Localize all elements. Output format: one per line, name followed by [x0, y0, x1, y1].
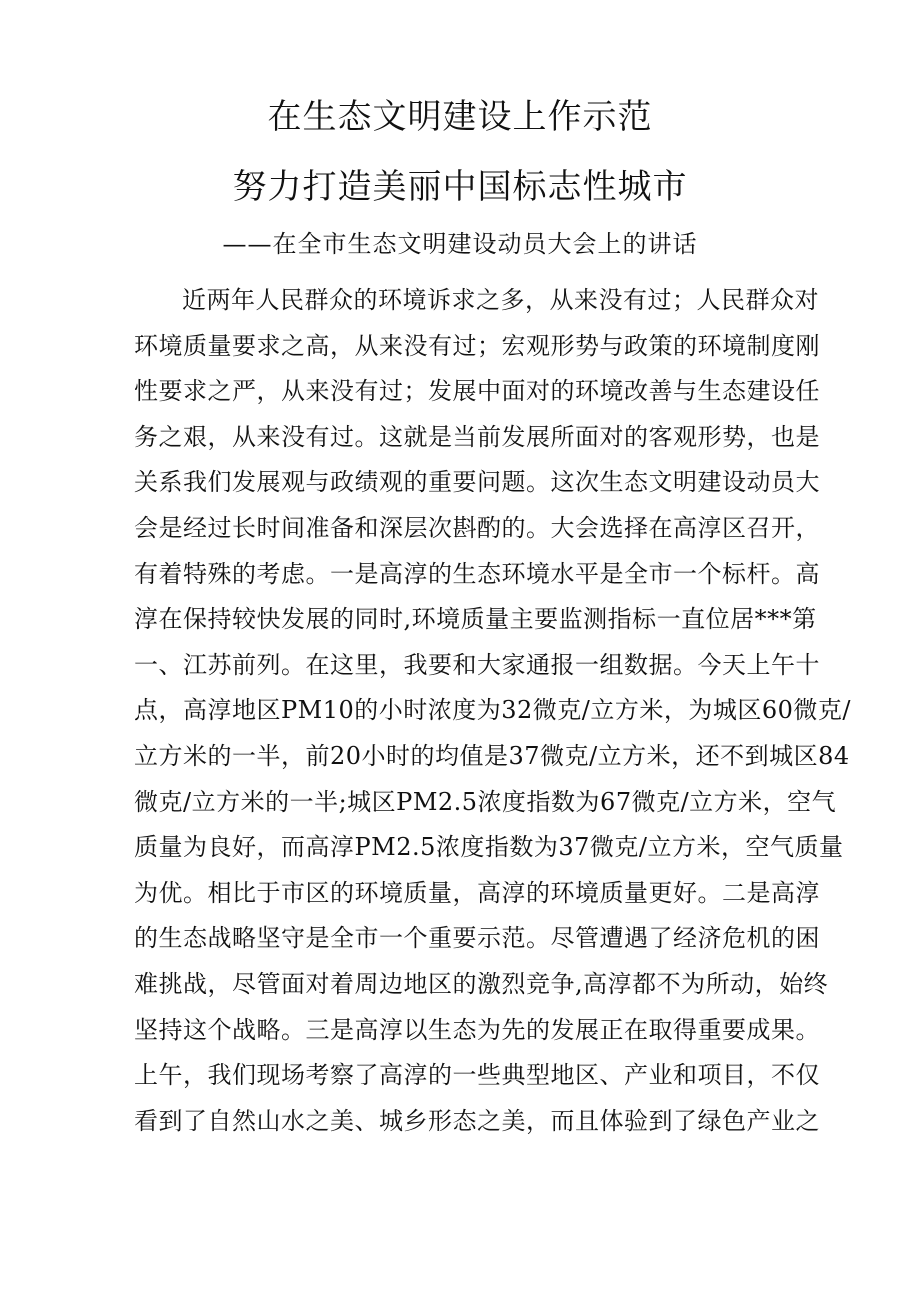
document-subtitle: ——在全市生态文明建设动员大会上的讲话 [222, 230, 698, 258]
paragraph-line: 环境质量要求之高，从来没有过；宏观形势与政策的环境制度刚 [134, 331, 820, 360]
paragraph-line: 难挑战，尽管面对着周边地区的激烈竞争,高淳都不为所动，始终 [134, 969, 829, 998]
paragraph-line: 立方米的一半，前20小时的均值是37微克/立方米，还不到城区84 [134, 741, 850, 770]
paragraph-line: 淳在保持较快发展的同时,环境质量主要监测指标一直位居***第 [134, 605, 817, 634]
paragraph-line: 务之艰，从来没有过。这就是当前发展所面对的客观形势，也是 [134, 422, 820, 451]
paragraph-line: 坚持这个战略。三是高淳以生态为先的发展正在取得重要成果。 [134, 1015, 820, 1044]
paragraph-line: 关系我们发展观与政绩观的重要问题。这次生态文明建设动员大 [134, 468, 820, 497]
paragraph-line: 为优。相比于市区的环境质量，高淳的环境质量更好。二是高淳 [134, 878, 820, 907]
paragraph-line: 一、江苏前列。在这里，我要和大家通报一组数据。今天上午十 [134, 650, 820, 679]
paragraph-line: 有着特殊的考虑。一是高淳的生态环境水平是全市一个标杆。高 [134, 559, 820, 588]
paragraph-line: 质量为良好，而高淳PM2.5浓度指数为37微克/立方米，空气质量 [134, 833, 844, 862]
document-title-line-2: 努力打造美丽中国标志性城市 [232, 167, 688, 207]
paragraph-line: 的生态战略坚守是全市一个重要示范。尽管遭遇了经济危机的困 [134, 924, 820, 953]
document-title-line-1: 在生态文明建设上作示范 [267, 97, 653, 137]
paragraph-line: 微克/立方米的一半;城区PM2.5浓度指数为67微克/立方米，空气 [134, 787, 837, 816]
paragraph-line: 近两年人民群众的环境诉求之多，从来没有过；人民群众对 [182, 286, 819, 314]
document-body [134, 278, 852, 1144]
paragraph-line: 点，高淳地区PM10的小时浓度为32微克/立方米，为城区60微克/ [134, 696, 852, 725]
paragraph-line: 性要求之严，从来没有过；发展中面对的环境改善与生态建设任 [134, 377, 820, 406]
paragraph-line: 看到了自然山水之美、城乡形态之美，而且体验到了绿色产业之 [134, 1106, 820, 1135]
paragraph-line: 上午，我们现场考察了高淳的一些典型地区、产业和项目，不仅 [134, 1061, 820, 1090]
paragraph-line: 会是经过长时间准备和深层次斟酌的。大会选择在高淳区召开， [134, 513, 820, 542]
